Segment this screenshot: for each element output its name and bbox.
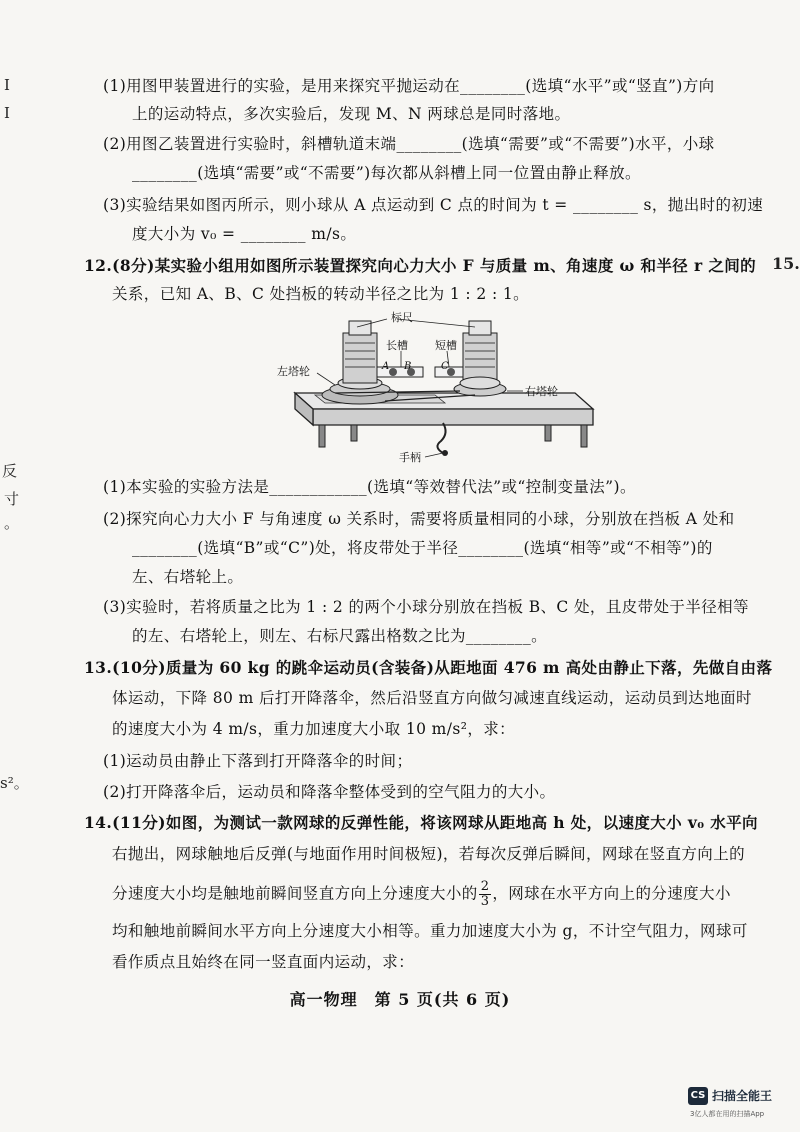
margin-fragment: I xyxy=(4,76,10,94)
point-b-label: B xyxy=(404,361,412,372)
q14-stem-line3-end: ，网球在水平方向上的分速度大小 xyxy=(492,884,731,903)
margin-fragment: 15. xyxy=(772,254,800,273)
q14-stem-line3-start: 分速度大小均是触地前瞬间竖直方向上分速度大小的 xyxy=(112,884,478,903)
q12-stem-line1: 12.(8分)某实验小组用如图所示装置探究向心力大小 F 与质量 m、角速度 ω 和半径 r 之间的 xyxy=(84,256,757,275)
q11-part2-line2: ________(选填“需要”或“不需要”)每次都从斜槽上同一位置由静止释放。 xyxy=(132,164,641,182)
fraction-two-thirds xyxy=(479,880,492,909)
margin-fragment: s²。 xyxy=(0,774,29,792)
q14-stem-line4: 均和触地前瞬间水平方向上分速度大小相等。重力加速度大小为 g，不计空气阻力，网球可 xyxy=(112,922,748,940)
q11-part3-line1: (3)实验结果如图丙所示，则小球从 A 点运动到 C 点的时间为 t = ________ s，抛出时的初速 xyxy=(103,196,764,214)
q12-part3-line2: 的左、右塔轮上，则左、右标尺露出格数之比为________。 xyxy=(132,627,548,645)
q11-part1-line2: 上的运动特点，多次实验后，发现 M、N 两球总是同时落地。 xyxy=(132,105,571,123)
q12-part2-line2: ________(选填“B”或“C”)处，将皮带处于半径________(选填“相等”或“不相等”)的 xyxy=(132,539,713,557)
right-wheel-label: 右塔轮 xyxy=(525,385,558,398)
fraction-numerator: 2 xyxy=(480,879,490,894)
point-a-label: A xyxy=(382,361,390,372)
margin-fragment: 。 xyxy=(4,514,20,532)
q11-part1-line1: (1)用图甲装置进行的实验，是用来探究平抛运动在________(选填“水平”或“竖直”)方向 xyxy=(103,77,715,95)
scanner-app-name: 扫描全能王 xyxy=(712,1089,773,1103)
q12-stem-line2: 关系，已知 A、B、C 处挡板的转动半径之比为 1 : 2 : 1。 xyxy=(112,285,530,303)
q14-stem-line5: 看作质点且始终在同一竖直面内运动，求： xyxy=(112,953,415,971)
margin-fragment: 寸 xyxy=(4,490,20,508)
page-footer: 高一物理 第 5 页(共 6 页) xyxy=(289,990,511,1009)
q13-stem-line3: 的速度大小为 4 m/s，重力加速度大小取 10 m/s²，求： xyxy=(112,720,516,738)
q12-part1: (1)本实验的实验方法是____________(选填“等效替代法”或“控制变量法”)。 xyxy=(103,478,636,496)
scanner-watermark xyxy=(688,1084,800,1124)
q11-part2-line1: (2)用图乙装置进行实验时，斜槽轨道末端________(选填“需要”或“不需要”)水平，小球 xyxy=(103,135,715,153)
q11-part3-line2: 度大小为 v₀ = ________ m/s。 xyxy=(132,225,357,243)
point-c-label: C xyxy=(441,361,449,372)
ruler-label: 标尺 xyxy=(391,311,413,324)
centripetal-apparatus-figure xyxy=(275,313,605,463)
left-wheel-label: 左塔轮 xyxy=(277,365,310,378)
q14-stem-line3 xyxy=(112,880,731,909)
q12-part3-line1: (3)实验时，若将质量之比为 1 : 2 的两个小球分别放在挡板 B、C 处，且皮带处于半径相等 xyxy=(103,598,749,616)
q13-stem-line1: 13.(10分)质量为 60 kg 的跳伞运动员(含装备)从距地面 476 m 高处由静止下落，先做自由落 xyxy=(84,658,773,677)
q14-stem-line2: 右抛出，网球触地后反弹(与地面作用时间极短)，若每次反弹后瞬间，网球在竖直方向上的 xyxy=(112,845,745,863)
long-slot-label: 长槽 xyxy=(386,339,408,352)
short-slot-label: 短槽 xyxy=(435,339,457,352)
q12-part2-line1: (2)探究向心力大小 F 与角速度 ω 关系时，需要将质量相同的小球，分别放在挡板 A 处和 xyxy=(103,510,735,528)
margin-fragment: 反 xyxy=(2,462,18,480)
q13-part1: (1)运动员由静止下落到打开降落伞的时间； xyxy=(103,752,413,770)
fraction-denominator: 3 xyxy=(480,894,490,909)
q13-stem-line2: 体运动，下降 80 m 后打开降落伞，然后沿竖直方向做匀减速直线运动，运动员到达地面时 xyxy=(112,689,752,707)
scanner-logo-icon: CS xyxy=(688,1087,708,1105)
q14-stem-line1: 14.(11分)如图，为测试一款网球的反弹性能，将该网球从距地高 h 处，以速度大小 v₀ 水平向 xyxy=(84,813,758,832)
handle-label: 手柄 xyxy=(399,451,421,464)
margin-fragment: I xyxy=(4,104,10,122)
q13-part2: (2)打开降落伞后，运动员和降落伞整体受到的空气阻力的大小。 xyxy=(103,783,556,801)
q12-part2-line3: 左、右塔轮上。 xyxy=(132,568,244,586)
scanner-tagline: 3亿人都在用的扫描App xyxy=(690,1110,765,1118)
